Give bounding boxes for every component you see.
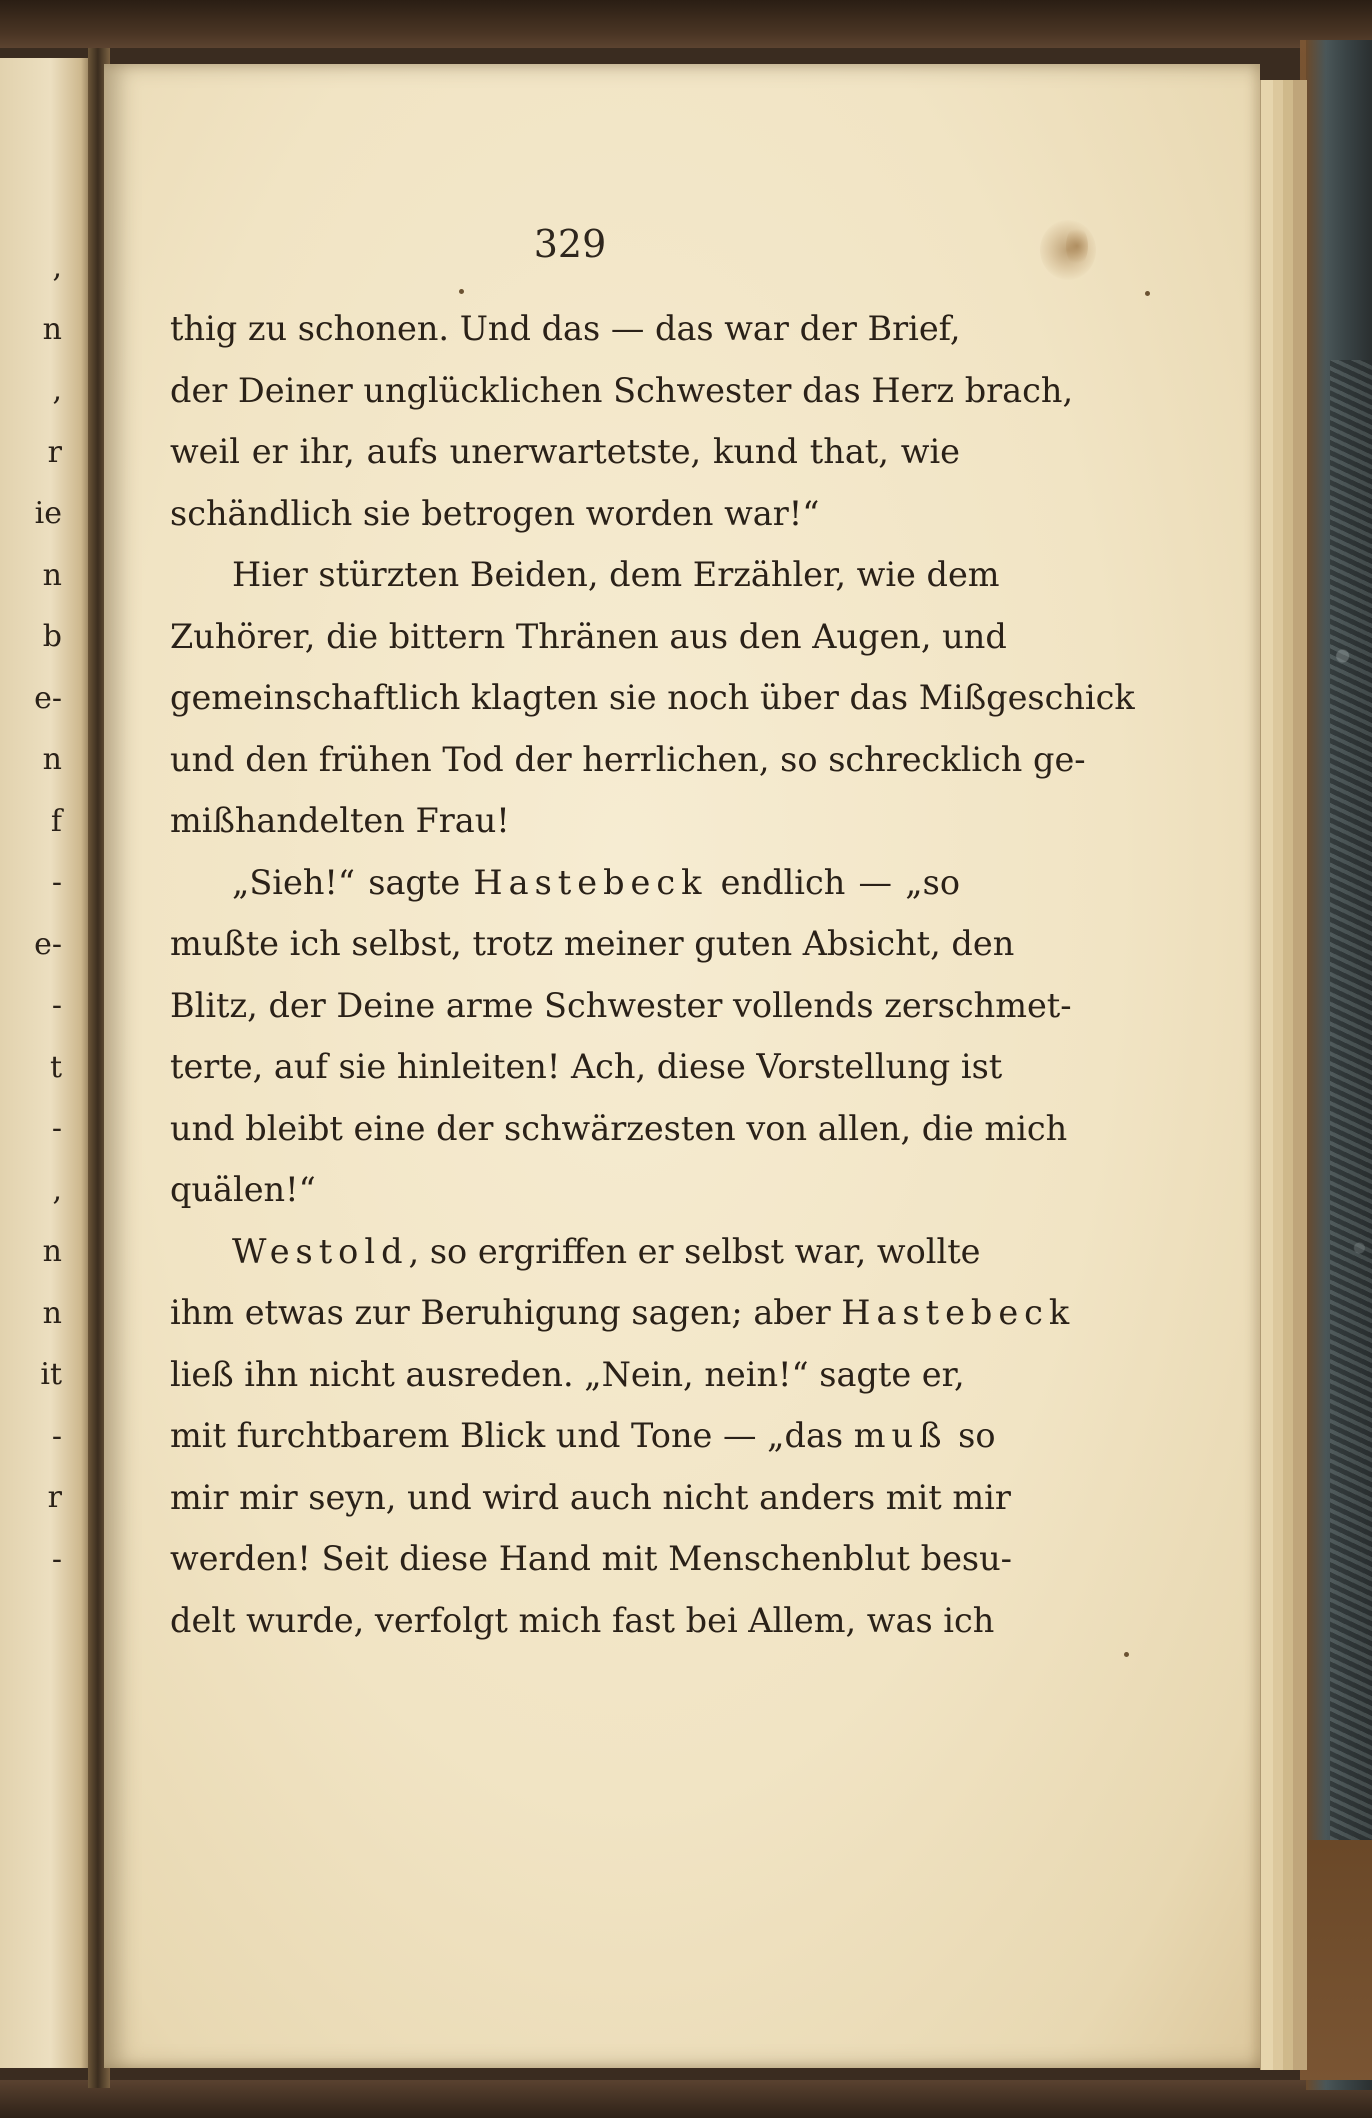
cover-leather-bottom	[1300, 1840, 1372, 2080]
page-edge	[1260, 80, 1273, 2070]
text-line	[170, 1467, 1011, 1529]
text-line	[170, 1159, 960, 1221]
facing-page-fragment: e-	[34, 926, 62, 962]
facing-page	[0, 58, 92, 2068]
page-number: 329	[533, 222, 607, 266]
text-run: ließ ihn nicht ausreden. „Nein, nein!“ sagte er,	[170, 1354, 965, 1394]
binding-bottom	[0, 2080, 1372, 2118]
speck	[459, 289, 464, 294]
text-run: thig zu schonen. Und das — das war der Brief,	[170, 309, 961, 348]
text-run: Zuhörer, die bittern Thränen aus den Augen, und	[170, 616, 1007, 656]
body-text	[170, 298, 1135, 1651]
speck	[1124, 1652, 1129, 1657]
text-line	[170, 975, 1072, 1037]
text-line	[170, 913, 1015, 975]
text-line	[170, 1098, 1068, 1160]
spaced-name: Westold	[232, 1231, 409, 1271]
text-line	[170, 606, 1007, 668]
facing-page-fragment: ,	[52, 373, 62, 408]
text-line	[170, 1344, 965, 1406]
facing-page-fragment: t	[49, 1049, 62, 1085]
facing-page-fragment: e-	[34, 680, 62, 716]
text-line	[170, 1036, 1003, 1098]
text-run: werden! Seit diese Hand mit Menschenblut besu-	[170, 1539, 1012, 1578]
facing-page-fragment: -	[51, 1111, 62, 1146]
text-line	[170, 667, 1135, 729]
text-line	[170, 852, 960, 914]
facing-page-fragment: n	[42, 311, 62, 347]
facing-page-fragment: it	[40, 1357, 62, 1392]
facing-page-fragment: f	[50, 803, 62, 839]
facing-page-fragment: r	[47, 1480, 62, 1515]
text-run: terte, auf sie hinleiten! Ach, diese Vorstellung ist	[170, 1047, 1003, 1086]
text-run: „Sieh!“ sagte	[232, 862, 474, 902]
binding-top	[0, 0, 1372, 48]
text-line	[170, 298, 960, 360]
page-edge	[1272, 80, 1283, 2070]
text-run: gemeinschaftlich klagten sie noch über das Mißgeschick	[170, 678, 1135, 717]
text-run: schändlich sie betrogen worden war!“	[170, 493, 820, 533]
speck	[1145, 291, 1150, 296]
text-line	[170, 360, 1074, 422]
facing-page-fragment: n	[42, 742, 62, 777]
facing-page-fragment: ,	[52, 1172, 62, 1208]
text-run: mißhandelten Frau!	[170, 801, 510, 840]
text-line	[170, 544, 1000, 606]
text-run: ihm etwas zur Beruhigung sagen; aber	[170, 1293, 842, 1332]
facing-page-fragment: n	[42, 557, 62, 593]
text-line	[170, 1221, 981, 1283]
text-run: , so ergriffen er selbst war, wollte	[408, 1231, 981, 1271]
page-edge	[1292, 80, 1307, 2070]
text-line	[170, 1590, 995, 1652]
text-run: der Deiner unglücklichen Schwester das Herz brach,	[170, 370, 1074, 410]
spaced-name: Hastebeck	[841, 1293, 1076, 1332]
facing-page-text	[0, 58, 92, 2068]
text-line	[170, 1282, 1076, 1344]
text-run: Blitz, der Deine arme Schwester vollends zerschmet-	[170, 985, 1072, 1025]
text-run: Hier stürzten Beiden, dem Erzähler, wie dem	[232, 555, 1000, 594]
text-line	[170, 729, 1086, 791]
text-run: weil er ihr, aufs unerwartetste, kund that, wie	[170, 432, 960, 471]
text-run: delt wurde, verfolgt mich fast bei Allem, was ich	[170, 1600, 995, 1640]
facing-page-fragment: r	[47, 434, 62, 470]
facing-page-fragment: -	[51, 865, 62, 900]
facing-page-fragment: b	[42, 619, 62, 654]
page-edge	[1282, 80, 1293, 2070]
text-run: mit furchtbarem Blick und Tone — „das	[170, 1416, 854, 1455]
text-line	[170, 1528, 1012, 1590]
spaced-name: Hastebeck	[473, 862, 708, 902]
facing-page-fragment: ie	[34, 496, 62, 531]
marbled-cover	[1330, 360, 1372, 1840]
facing-page-fragment: -	[51, 1418, 62, 1454]
facing-page-fragment: n	[42, 1234, 62, 1269]
facing-page-fragment: ,	[52, 250, 62, 285]
facing-page-fragment: -	[51, 1541, 62, 1577]
text-run: und den frühen Tod der herrlichen, so schrecklich ge-	[170, 739, 1086, 779]
text-run: endlich — „so	[707, 862, 961, 902]
text-run: mir mir seyn, und wird auch nicht anders mit mir	[170, 1477, 1011, 1517]
text-line	[170, 421, 960, 483]
text-line	[170, 1405, 996, 1467]
text-line	[170, 790, 960, 852]
facing-page-fragment: n	[42, 1295, 62, 1331]
text-line	[170, 483, 960, 545]
facing-page-fragment: -	[51, 988, 62, 1023]
spaced-name: muß	[853, 1416, 948, 1455]
text-run: quälen!“	[170, 1170, 316, 1209]
stain	[1066, 226, 1088, 266]
text-run: so	[947, 1416, 996, 1455]
text-run: und bleibt eine der schwärzesten von allen, die mich	[170, 1108, 1068, 1148]
text-run: mußte ich selbst, trotz meiner guten Absicht, den	[170, 924, 1015, 963]
